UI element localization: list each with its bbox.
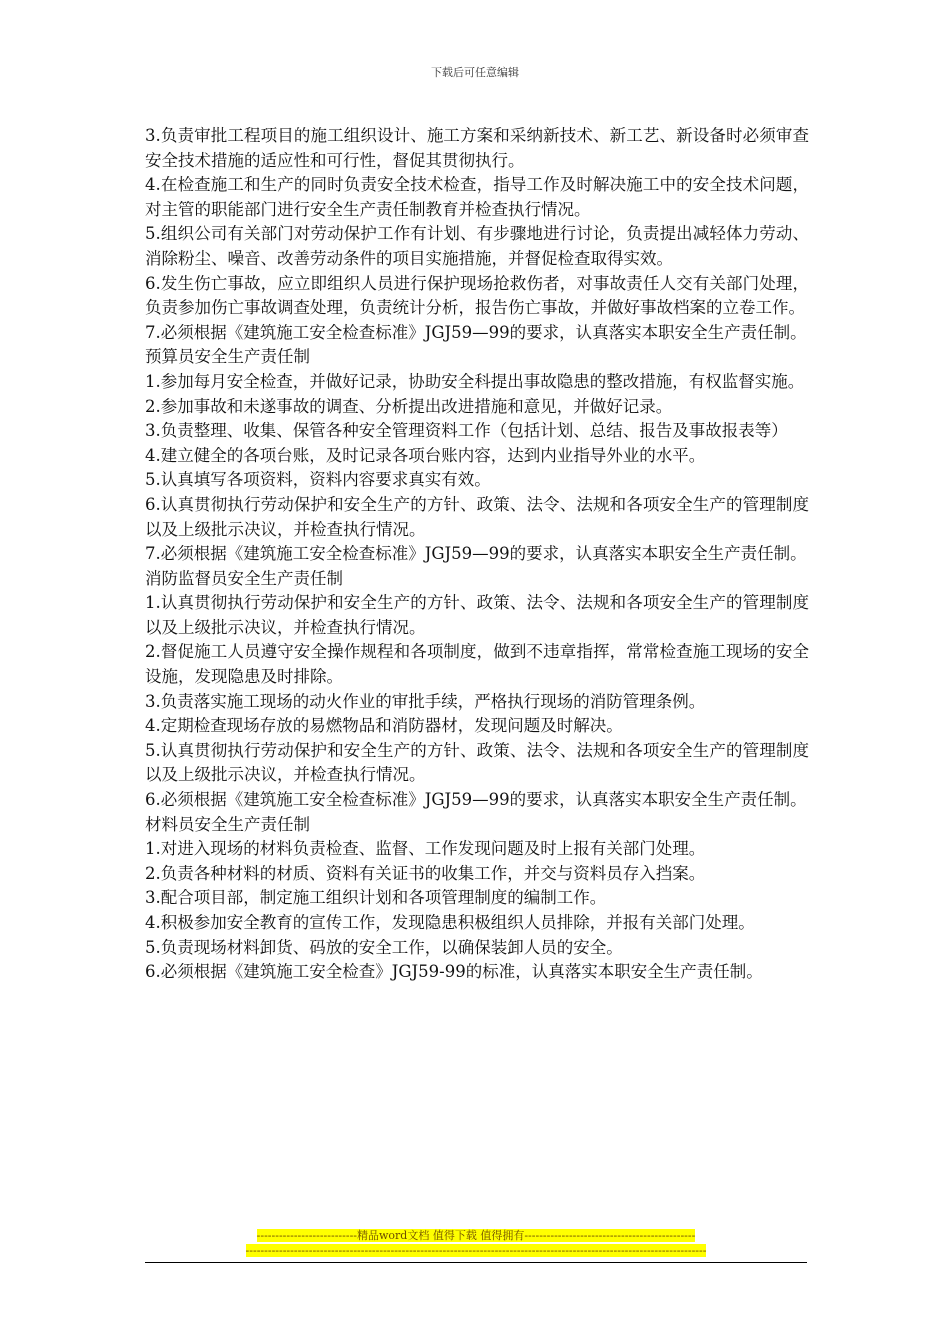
paragraph: 7.必须根据《建筑施工安全检查标准》JGJ59—99的要求，认真落实本职安全生产责任制。: [145, 544, 807, 564]
paragraph: 2.督促施工人员遵守安全操作规程和各项制度，做到不违章指挥，常常检查施工现场的安全设施，发现隐患及时排除。: [145, 642, 809, 687]
footer-banner: [145, 1228, 807, 1243]
paragraph: 4.建立健全的各项台账，及时记录各项台账内容，达到内业指导外业的水平。: [145, 445, 706, 465]
footer-rule: [145, 1262, 807, 1263]
paragraph: 1.认真贯彻执行劳动保护和安全生产的方针、政策、法令、法规和各项安全生产的管理制度以及上级批示决议，并检查执行情况。: [145, 593, 809, 637]
paragraph: 4.在检查施工和生产的同时负责安全技术检查，指导工作及时解决施工中的安全技术问题，对主管的职能部门进行安全生产责任制教育并检查执行情况。: [145, 175, 809, 219]
section-heading: 材料员安全生产责任制: [145, 814, 310, 834]
page-footer: [145, 1228, 807, 1263]
footer-dash-line: [145, 1243, 807, 1258]
paragraph: 1.对进入现场的材料负责检查、监督、工作发现问题及时上报有关部门处理。: [145, 839, 706, 859]
paragraph: 2.参加事故和未遂事故的调查、分析提出改进措施和意见，并做好记录。: [145, 396, 673, 416]
footer-dash-text: ----------------------------------------------------------------------------------------------------------------------------: [245, 1244, 707, 1257]
footer-banner-text: ---------------------------精品word文档 值得下载 值得拥有----------------------------------------------: [256, 1229, 696, 1242]
paragraph: 5.负责现场材料卸货、码放的安全工作，以确保装卸人员的安全。: [145, 937, 623, 957]
paragraph: 6.必须根据《建筑施工安全检查》JGJ59-99的标准，认真落实本职安全生产责任制。: [145, 962, 763, 982]
paragraph: 7.必须根据《建筑施工安全检查标准》JGJ59—99的要求，认真落实本职安全生产责任制。: [145, 322, 807, 342]
paragraph: 3.负责落实施工现场的动火作业的审批手续，严格执行现场的消防管理条例。: [145, 691, 706, 711]
paragraph: 4.定期检查现场存放的易燃物品和消防器材，发现问题及时解决。: [145, 716, 623, 736]
paragraph: 4.积极参加安全教育的宣传工作，发现隐患积极组织人员排除，并报有关部门处理。: [145, 913, 755, 932]
paragraph: 3.负责整理、收集、保管各种安全管理资料工作（包括计划、总结、报告及事故报表等）: [145, 421, 788, 441]
paragraph: 5.认真填写各项资料，资料内容要求真实有效。: [145, 470, 491, 490]
page-header: 下载后可任意编辑: [431, 66, 519, 79]
section-heading: 预算员安全生产责任制: [145, 347, 310, 367]
paragraph: 3.负责审批工程项目的施工组织设计、施工方案和采纳新技术、新工艺、新设备时必须审查安全技术措施的适应性和可行性，督促其贯彻执行。: [145, 126, 809, 170]
paragraph: 2.负责各种材料的材质、资料有关证书的收集工作，并交与资料员存入挡案。: [145, 863, 706, 883]
paragraph: 5.认真贯彻执行劳动保护和安全生产的方针、政策、法令、法规和各项安全生产的管理制度以及上级批示决议，并检查执行情况。: [145, 740, 809, 785]
document-body: [145, 124, 809, 985]
paragraph: 3.配合项目部，制定施工组织计划和各项管理制度的编制工作。: [145, 888, 607, 908]
paragraph: 1.参加每月安全检查，并做好记录，协助安全科提出事故隐患的整改措施，有权监督实施。: [145, 371, 805, 391]
paragraph: 6.必须根据《建筑施工安全检查标准》JGJ59—99的要求，认真落实本职安全生产责任制。: [145, 790, 807, 810]
paragraph: 5.组织公司有关部门对劳动保护工作有计划、有步骤地进行讨论，负责提出减轻体力劳动、消除粉尘、噪音、改善劳动条件的项目实施措施，并督促检查取得实效。: [145, 224, 809, 268]
section-heading: 消防监督员安全生产责任制: [145, 568, 343, 588]
paragraph: 6.认真贯彻执行劳动保护和安全生产的方针、政策、法令、法规和各项安全生产的管理制度以及上级批示决议，并检查执行情况。: [145, 494, 809, 539]
paragraph: 6.发生伤亡事故，应立即组织人员进行保护现场抢救伤者，对事故责任人交有关部门处理，负责参加伤亡事故调查处理，负责统计分析，报告伤亡事故，并做好事故档案的立卷工作。: [145, 273, 809, 318]
